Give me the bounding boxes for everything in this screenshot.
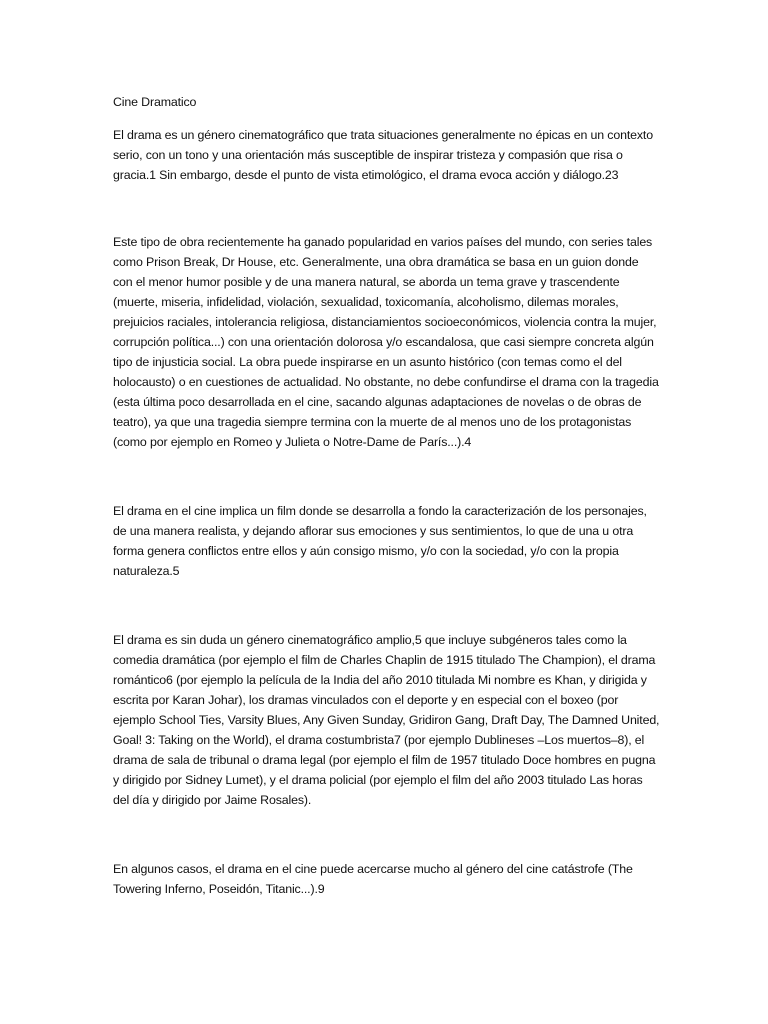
paragraph-4: El drama es sin duda un género cinematográfico amplio,5 que incluye subgéneros tales como la comedia dramática (por ejemplo el film de Charles Chaplin de 1915 titulado The Champion), el drama romántico6 (por ejemplo la película de la India del año 2010 titulada Mi nombre es Khan, y dirigida y escrita por Karan Johar), los dramas vinculados con el deporte y en especial con el boxeo (por ejemplo School Ties, Varsity Blues, Any Given Sunday, Gridiron Gang, Draft Day, The Damned United, Goal! 3: Taking on the World), el drama costumbrista7 (por ejemplo Dublineses –Los muertos–8), el drama de sala de tribunal o drama legal (por ejemplo el film de 1957 titulado Doce hombres en pugna y dirigido por Sidney Lumet), y el drama policial (por ejemplo el film del año 2003 titulado Las horas del día y dirigido por Jaime Rosales). (113, 633, 660, 807)
document-body (113, 92, 661, 899)
document-title: Cine Dramatico (113, 95, 197, 109)
paragraph-5: En algunos casos, el drama en el cine puede acercarse mucho al género del cine catástrofe (The Towering Inferno, Poseidón, Titanic...).9 (113, 862, 633, 896)
paragraph-2: Este tipo de obra recientemente ha ganado popularidad en varios países del mundo, con series tales como Prison Break, Dr House, etc. Generalmente, una obra dramática se basa en un guion donde con el menor humor posible y de una manera natural, se aborda un tema grave y trascendente (muerte, miseria, infidelidad, violación, sexualidad, toxicomanía, alcoholismo, dilemas morales, prejuicios raciales, intolerancia religiosa, distanciamientos socioeconómicos, violencia contra la mujer, corrupción política...) con una orientación dolorosa y/o escandalosa, que casi siempre concreta algún tipo de injusticia social. La obra puede inspirarse en un asunto histórico (con temas como el del holocausto) o en cuestiones de actualidad. No obstante, no debe confundirse el drama con la tragedia (esta última poco desarrollada en el cine, sacando algunas adaptaciones de novelas o de obras de teatro), ya que una tragedia siempre termina con la muerte de al menos uno de los protagonistas (como por ejemplo en Romeo y Julieta o Notre-Dame de París...).4 (113, 235, 659, 449)
paragraph-3: El drama en el cine implica un film donde se desarrolla a fondo la caracterización de los personajes, de una manera realista, y dejando aflorar sus emociones y sus sentimientos, lo que de una u otra forma genera conflictos entre ellos y aún consigo mismo, y/o con la sociedad, y/o con la propia naturaleza.5 (113, 504, 647, 578)
paragraph-1: El drama es un género cinematográfico que trata situaciones generalmente no épicas en un contexto serio, con un tono y una orientación más susceptible de inspirar tristeza y compasión que risa o gracia.1 Sin embargo, desde el punto de vista etimológico, el drama evoca acción y diálogo.23 (113, 128, 653, 182)
